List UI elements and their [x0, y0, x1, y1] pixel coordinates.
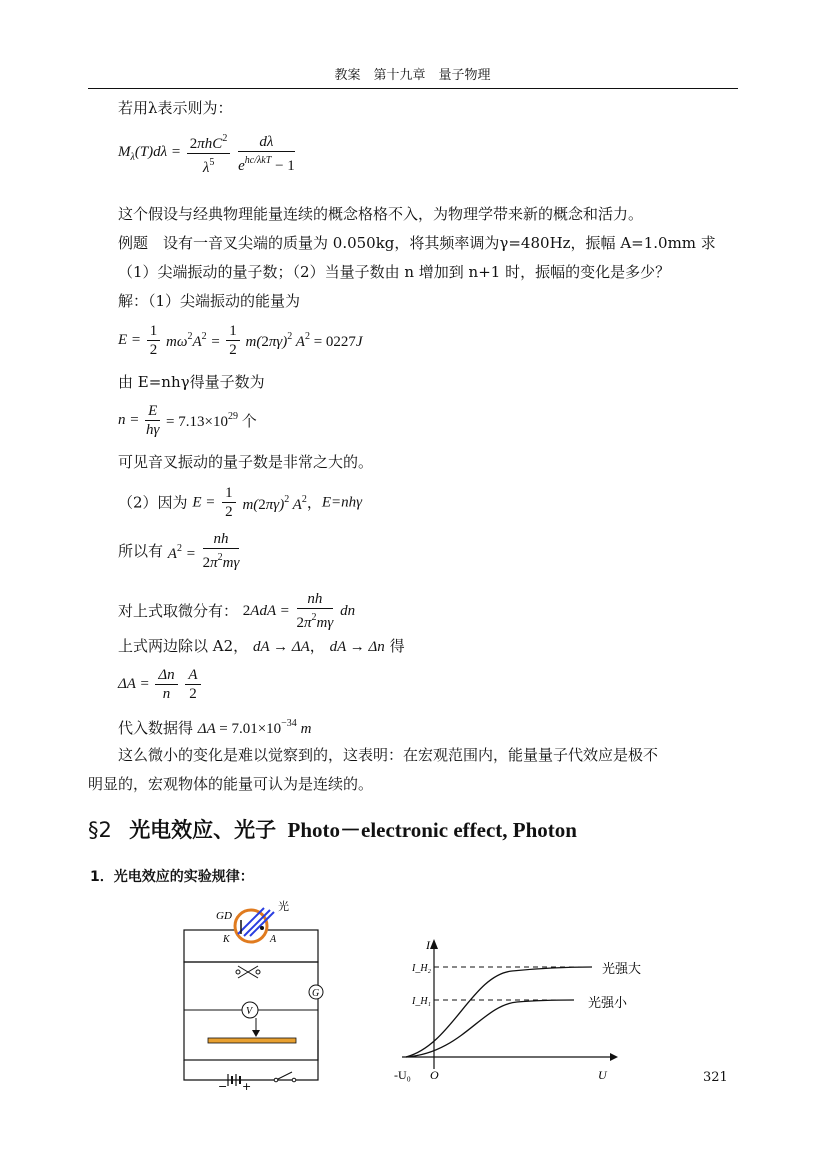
circuit-diagram [178, 890, 338, 1090]
section-heading: §2 光电效应、光子 Photo－electronic effect, Photon [88, 818, 577, 842]
circuit-label-g: G [312, 988, 320, 999]
subsection-heading: 1．光电效应的实验规律： [90, 869, 254, 885]
text-line-formula: 代入数据得 $\Delta A = 7.01\times 10^{-34}$ m [118, 718, 312, 737]
formula-n: n = $\frac{E}{h\gamma}$ = $7.13\times 10^{29}$ 个 [118, 403, 257, 438]
graph-curve-strong: 光强大 [602, 962, 642, 977]
text-line: 例题 设有一音叉尖端的质量为 0.050kg，将其频率调为γ=480Hz，振幅 A=1.0mm 求 [118, 234, 716, 252]
text-line: 由 E=nhγ得量子数为 [118, 373, 265, 391]
text-line-formula: 上式两边除以 A2， dA → ΔA， dA → Δn 得 [118, 637, 405, 655]
graph-ih1-label: I_H₁ [412, 996, 432, 1007]
text-line: 可见音叉振动的量子数是非常之大的。 [118, 453, 374, 471]
formula-energy: E = $\frac{1}{2}$ $m\omega^2A^2$ = $\frac{1}{2}$ $m(2\pi\gamma)^2$ $A^2 = 0227J$ [118, 323, 363, 358]
text-line: 这个假设与经典物理能量连续的概念格格不入，为物理学带来新的概念和活力。 [118, 205, 644, 223]
graph-neg-label: -U₀ [394, 1068, 411, 1082]
text-line: （1）尖端振动的量子数；（2）当量子数由 n 增加到 n+1 时，振幅的变化是多少？ [118, 263, 671, 281]
iu-graph [392, 935, 672, 1085]
graph-origin-label: O [430, 1068, 439, 1082]
formula-planck: $M_\lambda(T)d\lambda$ = $\frac{2\pi hC^2}{\lambda^5}$ $\frac{d\lambda}{e^{hc/\lambda kT} - 1}$ [118, 130, 297, 177]
header-rule [88, 88, 738, 89]
circuit-label-a: A [270, 934, 277, 945]
text-line: 若用λ表示则为： [118, 99, 233, 117]
graph-y-label: I [426, 938, 430, 952]
circuit-label-gd: GD [216, 910, 232, 922]
text-line: 这么微小的变化是难以觉察到的，这表明：在宏观范围内，能量量子代效应是极不 [118, 746, 659, 764]
graph-curve-weak: 光强小 [588, 996, 628, 1011]
text-line: 解：（1）尖端振动的能量为 [118, 292, 301, 310]
circuit-label-minus: − [218, 1080, 228, 1090]
page-header: 教案 第十九章 量子物理 [334, 68, 491, 83]
circuit-label-plus: + [242, 1080, 252, 1090]
circuit-label-light: 光 [278, 900, 289, 913]
text-line-formula: 所以有 $A^2$ = $\frac{nh}{2\pi^2m\gamma}$ [118, 531, 240, 571]
circuit-label-v: V [246, 1006, 253, 1017]
graph-ih2-label: I_H₂ [412, 963, 432, 974]
text-line: 明显的，宏观物体的能量可认为是连续的。 [88, 775, 374, 793]
text-line-formula: 对上式取微分有： 2AdA = $\frac{nh}{2\pi^2m\gamma}$ dn [118, 591, 356, 631]
formula-delta-a: ΔA = $\frac{\Delta n}{n}$ $\frac{A}{2}$ [118, 666, 203, 703]
text-line-formula: （2）因为 E = $\frac{1}{2}$ $m(2\pi\gamma)^2$ $A^2$，E=nhγ [118, 485, 363, 520]
page-number: 321 [703, 1070, 728, 1085]
graph-x-label: U [598, 1068, 607, 1082]
circuit-label-k: K [223, 934, 230, 945]
